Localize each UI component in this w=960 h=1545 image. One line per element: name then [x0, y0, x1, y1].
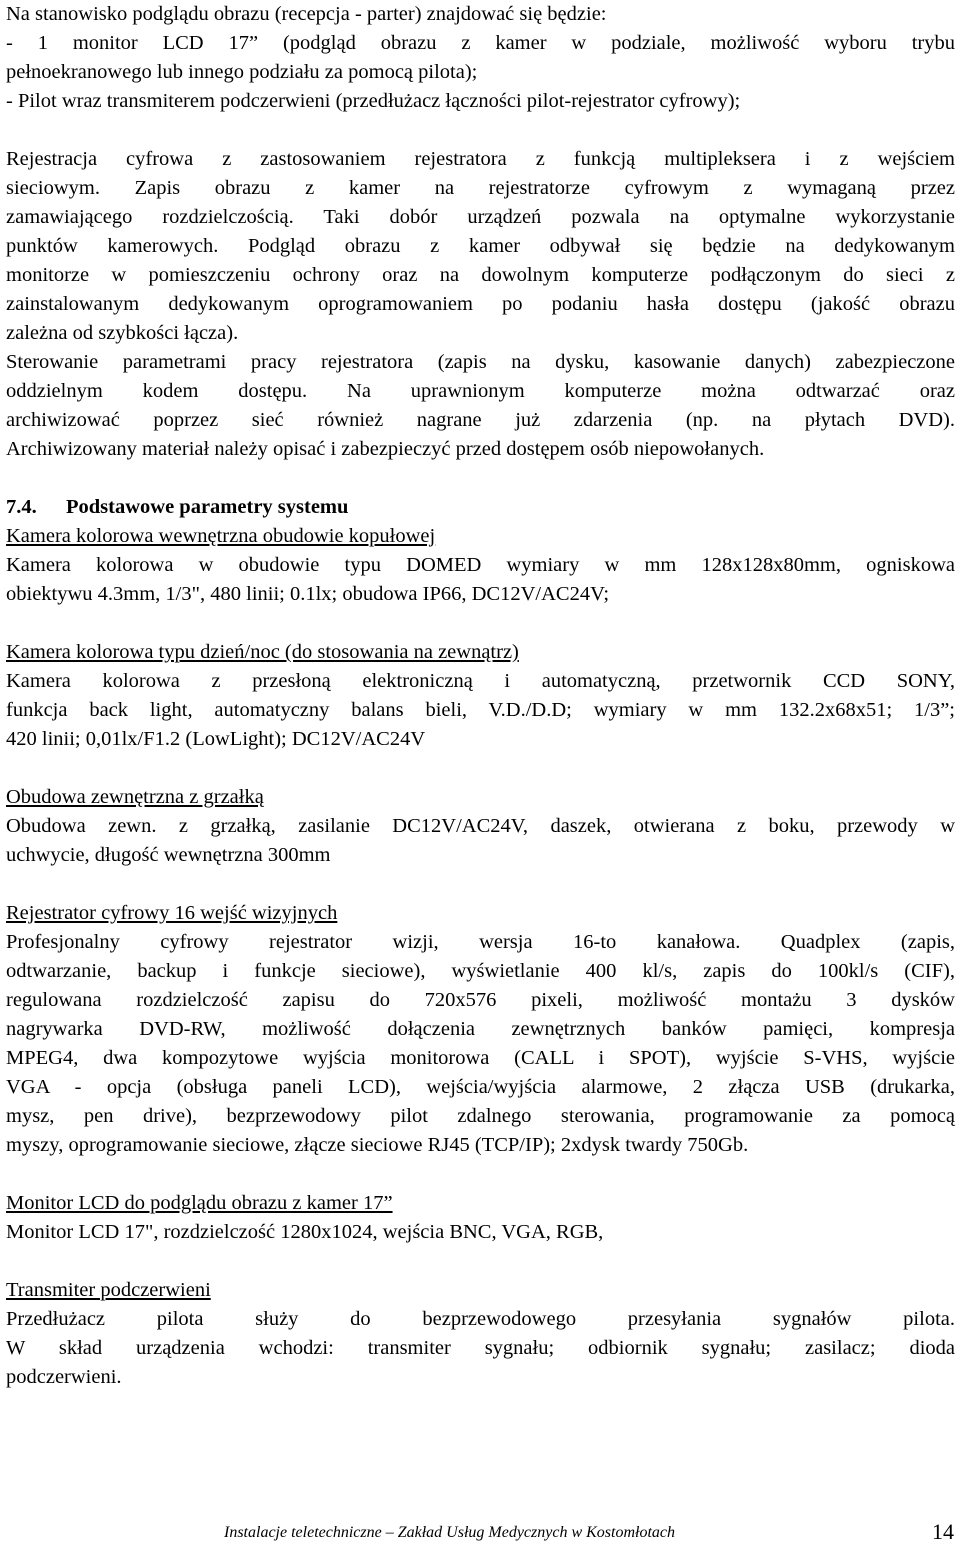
- section-number: 7.4.: [6, 496, 37, 518]
- item-daynight-camera: [6, 638, 955, 754]
- registration-line: sieciowym. Zapis obrazu z kamer na rejestratorze cyfrowym z wymaganą przez: [6, 177, 955, 199]
- item-title: Monitor LCD do podglądu obrazu z kamer 17”: [6, 1192, 393, 1214]
- document-page: [6, 0, 955, 1392]
- item-housing: [6, 783, 955, 870]
- item-line: MPEG4, dwa kompozytowe wyjścia monitorowa (CALL i SPOT), wyjście S-VHS, wyjście: [6, 1047, 955, 1069]
- item-recorder: [6, 899, 955, 1160]
- footer-text: Instalacje teletechniczne – Zakład Usług Medycznych w Kostomłotach: [224, 1524, 676, 1541]
- registration-line: zależna od szybkości łącza).: [6, 322, 239, 344]
- item-title: Transmiter podczerwieni: [6, 1279, 211, 1301]
- item-line: Kamera kolorowa z przesłoną elektroniczną i automatyczną, przetwornik CCD SONY,: [6, 670, 955, 692]
- registration-line: zamawiającego rozdzielczością. Taki dobór urządzeń pozwala na optymalne wykorzystanie: [6, 206, 955, 228]
- intro-paragraph: [6, 0, 955, 116]
- item-monitor: [6, 1189, 955, 1247]
- control-line: Sterowanie parametrami pracy rejestratora (zapis na dysku, kasowanie danych) zabezpieczone: [6, 351, 955, 373]
- item-line: uchwycie, długość wewnętrzna 300mm: [6, 844, 331, 866]
- control-line: archiwizować poprzez sieć również nagrane już zdarzenia (np. na płytach DVD).: [6, 409, 955, 431]
- intro-line: - Pilot wraz transmiterem podczerwieni (przedłużacz łączności pilot-rejestrator cyfrowy);: [6, 90, 741, 112]
- control-line: oddzielnym kodem dostępu. Na uprawnionym komputerze można odtwarzać oraz: [6, 380, 955, 402]
- item-line: regulowana rozdzielczość zapisu do 720x576 pixeli, możliwość montażu 3 dysków: [6, 989, 955, 1011]
- item-line: mysz, pen drive), bezprzewodowy pilot zdalnego sterowania, programowanie za pomocą: [6, 1105, 955, 1127]
- item-line: funkcja back light, automatyczny balans bieli, V.D./D.D; wymiary w mm 132.2x68x51; 1/3”;: [6, 699, 955, 721]
- registration-line: punktów kamerowych. Podgląd obrazu z kamer odbywał się będzie na dedykowanym: [6, 235, 955, 257]
- item-title: Obudowa zewnętrzna z grzałką: [6, 786, 264, 808]
- intro-line: Na stanowisko podglądu obrazu (recepcja - parter) znajdować się będzie:: [6, 3, 607, 25]
- registration-line: zainstalowanym dedykowanym oprogramowaniem po podaniu hasła dostępu (jakość obrazu: [6, 293, 955, 315]
- intro-line: - 1 monitor LCD 17” (podgląd obrazu z kamer w podziale, możliwość wyboru trybu: [6, 32, 955, 54]
- control-paragraph: [6, 348, 955, 464]
- item-title: Kamera kolorowa typu dzień/noc (do stosowania na zewnątrz): [6, 641, 519, 663]
- intro-line: pełnoekranowego lub innego podziału za pomocą pilota);: [6, 61, 478, 83]
- item-line: Przedłużacz pilota służy do bezprzewodowego przesyłania sygnałów pilota.: [6, 1308, 955, 1330]
- item-line: Monitor LCD 17", rozdzielczość 1280x1024, wejścia BNC, VGA, RGB,: [6, 1221, 604, 1243]
- registration-paragraph: [6, 145, 955, 348]
- item-line: odtwarzanie, backup i funkcje sieciowe), wyświetlanie 400 kl/s, zapis do 100kl/s (CIF),: [6, 960, 955, 982]
- control-line: Archiwizowany materiał należy opisać i zabezpieczyć przed dostępem osób niepowołanych.: [6, 438, 765, 460]
- section-heading: [6, 493, 955, 522]
- item-line: W skład urządzenia wchodzi: transmiter sygnału; odbiornik sygnału; zasilacz; dioda: [6, 1337, 955, 1359]
- item-line: nagrywarka DVD-RW, możliwość dołączenia zewnętrznych banków pamięci, kompresja: [6, 1018, 955, 1040]
- item-title: Rejestrator cyfrowy 16 wejść wizyjnych: [6, 902, 338, 924]
- item-ir-transmitter: [6, 1276, 955, 1392]
- item-line: VGA - opcja (obsługa paneli LCD), wejścia/wyjścia alarmowe, 2 złącza USB (drukarka,: [6, 1076, 955, 1098]
- registration-line: monitorze w pomieszczeniu ochrony oraz na dowolnym komputerze podłączonym do sieci z: [6, 264, 955, 286]
- item-line: myszy, oprogramowanie sieciowe, złącze sieciowe RJ45 (TCP/IP); 2xdysk twardy 750Gb.: [6, 1134, 749, 1156]
- item-line: obiektywu 4.3mm, 1/3", 480 linii; 0.1lx; obudowa IP66, DC12V/AC24V;: [6, 583, 610, 605]
- item-line: 420 linii; 0,01lx/F1.2 (LowLight); DC12V/AC24V: [6, 728, 426, 750]
- item-title: Kamera kolorowa wewnętrzna obudowie kopułowej: [6, 525, 436, 547]
- item-line: Kamera kolorowa w obudowie typu DOMED wymiary w mm 128x128x80mm, ogniskowa: [6, 554, 955, 576]
- item-dome-camera: [6, 522, 955, 609]
- page-footer: [224, 1519, 956, 1545]
- page-number: 14: [932, 1519, 954, 1544]
- registration-line: Rejestracja cyfrowa z zastosowaniem rejestratora z funkcją multipleksera i z wejściem: [6, 148, 955, 170]
- section-title: Podstawowe parametry systemu: [66, 496, 349, 518]
- item-line: Obudowa zewn. z grzałką, zasilanie DC12V/AC24V, daszek, otwierana z boku, przewody w: [6, 815, 955, 837]
- item-line: podczerwieni.: [6, 1366, 122, 1388]
- item-line: Profesjonalny cyfrowy rejestrator wizji, wersja 16-to kanałowa. Quadplex (zapis,: [6, 931, 955, 953]
